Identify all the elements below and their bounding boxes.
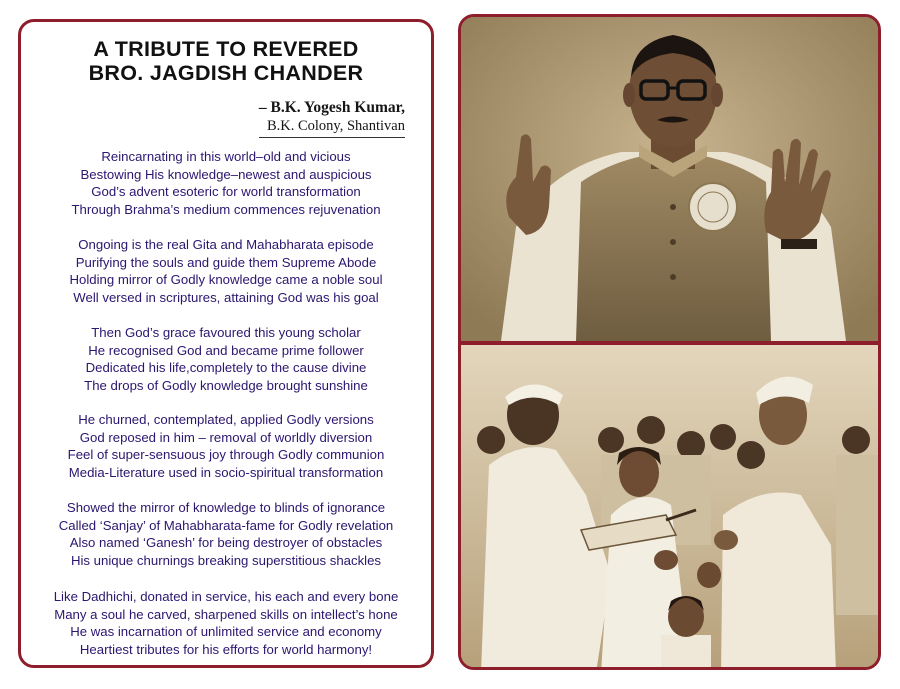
poem-line: Through Brahma’s medium commences rejuvenation <box>71 201 381 217</box>
poem-line: Called ‘Sanjay’ of Mahabharata-fame for Godly revelation <box>58 517 394 533</box>
byline-author: – B.K. Yogesh Kumar, <box>258 99 405 116</box>
title-line-1: A TRIBUTE TO REVERED <box>93 37 359 61</box>
poem-line: Many a soul he carved, sharpened skills on intellect’s hone <box>54 606 398 622</box>
poem-line: Heartiest tributes for his efforts for world harmony! <box>79 641 373 657</box>
poem-line: God reposed in him – removal of worldly diversion <box>79 429 373 445</box>
tribute-text-panel <box>18 19 434 668</box>
poem-line: Showed the mirror of knowledge to blinds of ignorance <box>66 500 386 515</box>
portrait-photo <box>461 17 878 341</box>
photo-panel <box>458 14 881 670</box>
poem-line: His unique churnings breaking superstitious shackles <box>70 552 382 568</box>
stanza-4 <box>21 411 431 481</box>
stanza-6 <box>21 588 431 658</box>
poem-line: Dedicated his life,completely to the cause divine <box>85 360 367 376</box>
title-line-2: BRO. JAGDISH CHANDER <box>88 61 364 85</box>
poem-line: God’s advent esoteric for world transformation <box>91 184 361 200</box>
poem-line: Ongoing is the real Gita and Mahabharata episode <box>78 237 374 252</box>
stanza-2 <box>21 236 431 306</box>
poem-line: He churned, contemplated, applied Godly versions <box>78 412 374 427</box>
stanza-1 <box>21 148 431 218</box>
poem-line: Well versed in scriptures, attaining God was his goal <box>73 289 379 305</box>
poem-line: He was incarnation of unlimited service and economy <box>70 624 382 640</box>
poem-line: Then God’s grace favoured this young scholar <box>91 325 361 340</box>
poem-line: Like Dadhichi, donated in service, his each and every bone <box>53 589 399 604</box>
page-title <box>21 37 431 85</box>
poem-line: Holding mirror of Godly knowledge came a noble soul <box>69 272 383 288</box>
poem-line: Feel of super-sensuous joy through Godly communion <box>67 447 385 463</box>
group-photo <box>461 345 878 670</box>
byline-place: B.K. Colony, Shantivan <box>259 117 405 138</box>
poem-line: He recognised God and became prime follower <box>88 342 364 358</box>
poem-line: Media-Literature used in socio-spiritual transformation <box>68 464 384 480</box>
stanza-3 <box>21 324 431 394</box>
poem-line: The drops of Godly knowledge brought sunshine <box>84 377 368 393</box>
poem-line: Purifying the souls and guide them Supreme Abode <box>75 254 377 270</box>
poem-line: Also named ‘Ganesh’ for being destroyer of obstacles <box>69 535 383 551</box>
byline <box>259 98 405 138</box>
poem-line: Reincarnating in this world–old and vicious <box>101 149 351 164</box>
poem-line: Bestowing His knowledge–newest and auspicious <box>80 166 372 182</box>
stanza-5 <box>21 499 431 569</box>
